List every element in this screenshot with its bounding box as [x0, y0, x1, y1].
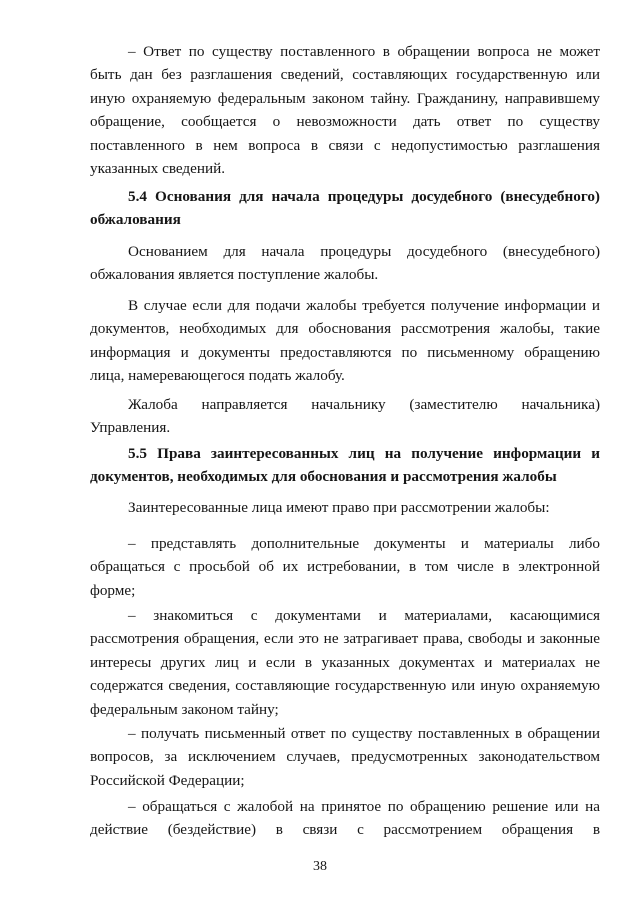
page-number: 38 — [313, 859, 327, 874]
paragraph-complaint-addressee: Жалоба направляется начальнику (заместителю начальника) Управления. — [90, 396, 600, 437]
list-item-receive-answer: – получать письменный ответ по существу поставленных в обращении вопросов, за исключением случаев, предусмотренных законодательством Российской Федерации; — [90, 725, 600, 789]
paragraph-information-request: В случае если для подачи жалобы требуется получение информации и документов, необходимых для обоснования рассмотрения жалобы, такие информация и документы предоставляются по письменному обращению лица, намеревающегося подать жалобу. — [90, 297, 600, 385]
paragraph-rights-intro: Заинтересованные лица имеют право при рассмотрении жалобы: — [128, 499, 550, 516]
list-item-review-materials: – знакомиться с документами и материалами, касающимися рассмотрения обращения, если это не затрагивает права, свободы и законные интересы других лиц и если в указанных документах и материалах не содержатся сведения, составляющие государственную или иную охраняемую федеральным законом тайну; — [90, 607, 600, 718]
list-item-appeal-decision: – обращаться с жалобой на принятое по обращению решение или на действие (бездействие) в связи с рассмотрением обращения в — [90, 798, 600, 839]
heading-5-4: 5.4 Основания для начала процедуры досудебного (внесудебного) обжалования — [90, 188, 600, 229]
paragraph-answer-restriction: – Ответ по существу поставленного в обращении вопроса не может быть дан без разглашения сведений, составляющих государственную или иную охраняемую федеральным законом тайну. Гражданину, направившему обращение, сообщается о невозможности дать ответ по существу поставленного в нем вопроса в связи с недопустимостью разглашения указанных сведений. — [90, 43, 600, 178]
heading-5-5: 5.5 Права заинтересованных лиц на получение информации и документов, необходимых для обоснования и рассмотрения жалобы — [90, 445, 600, 486]
list-item-submit-documents: – представлять дополнительные документы и материалы либо обращаться с просьбой об их истребовании, в том числе в электронной форме; — [90, 535, 600, 599]
paragraph-grounds: Основанием для начала процедуры досудебного (внесудебного) обжалования является поступление жалобы. — [90, 243, 600, 284]
